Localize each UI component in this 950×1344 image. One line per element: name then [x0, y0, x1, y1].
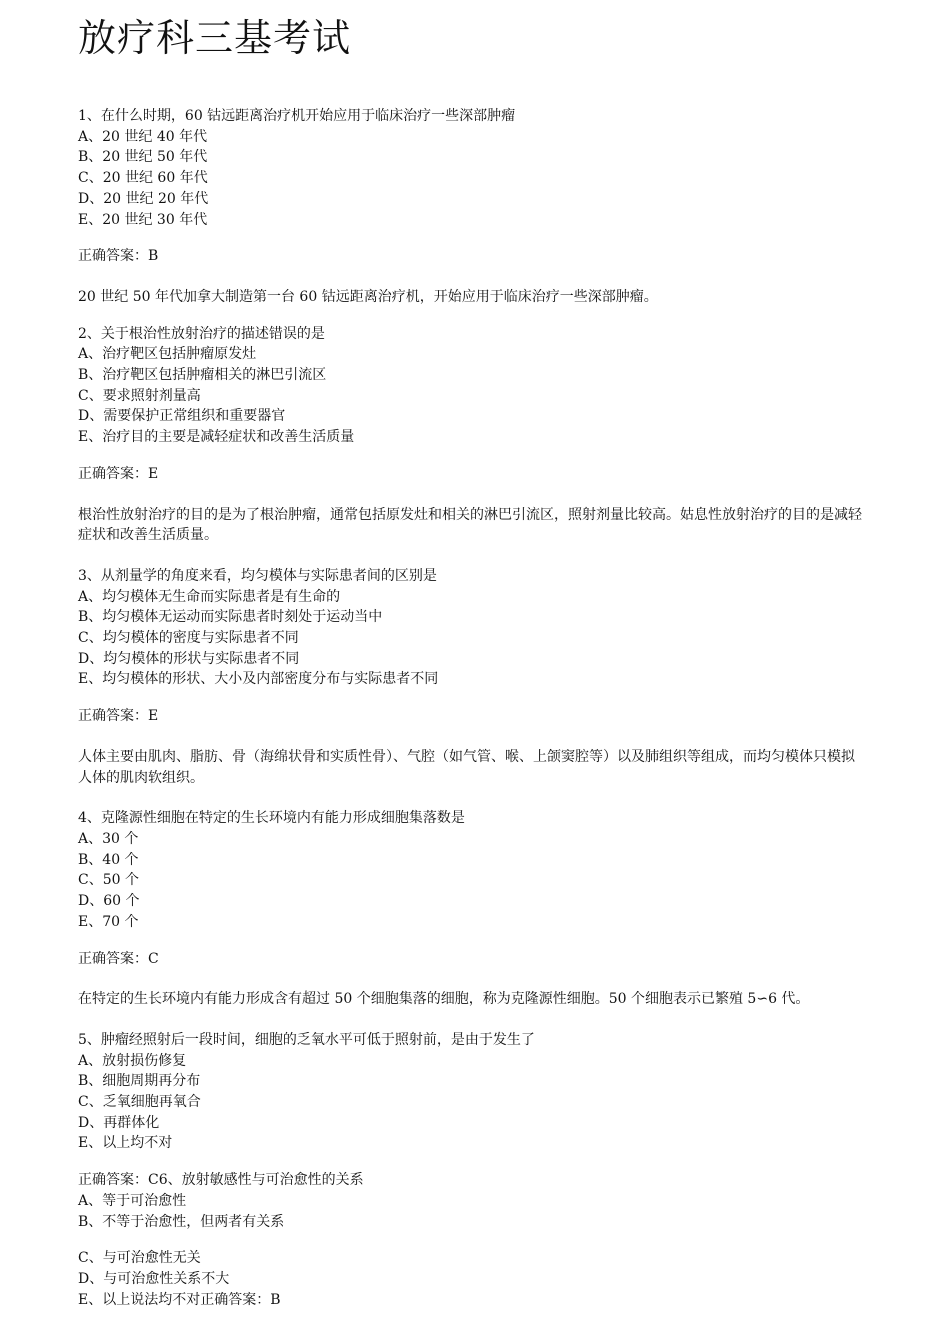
correct-answer: 正确答案：E — [78, 708, 159, 725]
option-a: A、放射损伤修复 — [78, 1052, 187, 1069]
question-stem: 4、克隆源性细胞在特定的生长环境内有能力形成细胞集落数是 — [78, 810, 465, 827]
correct-answer: 正确答案：C — [78, 950, 159, 967]
question-4 — [78, 808, 868, 1030]
option-e: E、以上均不对 — [78, 1135, 173, 1152]
option-b: B、治疗靶区包括肿瘤相关的淋巴引流区 — [78, 367, 327, 384]
question-3 — [78, 566, 868, 808]
option-c: C、20 世纪 60 年代 — [78, 170, 208, 187]
option-b: B、40 个 — [78, 851, 139, 868]
document-page — [78, 14, 868, 1310]
explanation: 20 世纪 50 年代加拿大制造第一台 60 钴远距离治疗机，开始应用于临床治疗一些深部肿瘤。 — [78, 288, 658, 305]
question-5 — [78, 1030, 868, 1170]
option-b: B、不等于治愈性，但两者有关系 — [78, 1213, 285, 1230]
option-c: C、要求照射剂量高 — [78, 387, 201, 404]
option-a: A、均匀模体无生命而实际患者是有生命的 — [78, 588, 341, 605]
option-b: B、均匀模体无运动而实际患者时刻处于运动当中 — [78, 609, 383, 626]
explanation: 在特定的生长环境内有能力形成含有超过 50 个细胞集落的细胞，称为克隆源性细胞。50 个细胞表示已繁殖 5∽6 代。 — [78, 991, 810, 1008]
answer-and-next-stem: 正确答案：C6、放射敏感性与可治愈性的关系 — [78, 1172, 364, 1189]
question-stem: 3、从剂量学的角度来看，均匀模体与实际患者间的区别是 — [78, 567, 437, 584]
question-stem: 2、关于根治性放射治疗的描述错误的是 — [78, 325, 325, 342]
option-d: D、需要保护正常组织和重要器官 — [78, 408, 286, 425]
option-a: A、等于可治愈性 — [78, 1192, 187, 1209]
correct-answer: 正确答案：B — [78, 248, 159, 265]
option-c: C、乏氧细胞再氧合 — [78, 1094, 201, 1111]
option-c: C、均匀模体的密度与实际患者不同 — [78, 630, 299, 647]
option-d: D、20 世纪 20 年代 — [78, 190, 209, 207]
question-stem: 1、在什么时期，60 钴远距离治疗机开始应用于临床治疗一些深部肿瘤 — [78, 108, 516, 124]
option-d: D、60 个 — [78, 893, 140, 910]
option-c: C、50 个 — [78, 872, 139, 889]
question-1 — [78, 106, 868, 324]
option-e: E、70 个 — [78, 913, 139, 930]
option-e: E、均匀模体的形状、大小及内部密度分布与实际患者不同 — [78, 671, 439, 688]
option-a: A、30 个 — [78, 830, 139, 847]
option-b: B、细胞周期再分布 — [78, 1073, 201, 1090]
option-d: D、与可治愈性关系不大 — [78, 1270, 230, 1287]
option-d: D、均匀模体的形状与实际患者不同 — [78, 650, 300, 667]
option-d: D、再群体化 — [78, 1114, 160, 1131]
question-6 — [78, 1170, 868, 1310]
option-b: B、20 世纪 50 年代 — [78, 149, 208, 166]
page-title: 放疗科三基考试 — [78, 16, 352, 60]
option-e: E、治疗目的主要是减轻症状和改善生活质量 — [78, 429, 355, 446]
option-e: E、20 世纪 30 年代 — [78, 211, 208, 228]
explanation: 根治性放射治疗的目的是为了根治肿瘤，通常包括原发灶和相关的淋巴引流区，照射剂量比较高。姑息性放射治疗的目的是减轻症状和改善生活质量。 — [78, 506, 862, 544]
option-c: C、与可治愈性无关 — [78, 1250, 201, 1267]
correct-answer: 正确答案：E — [78, 465, 159, 482]
option-e-with-answer: E、以上说法均不对正确答案：B — [78, 1291, 281, 1308]
option-a: A、治疗靶区包括肿瘤原发灶 — [78, 346, 257, 363]
option-a: A、20 世纪 40 年代 — [78, 128, 208, 145]
question-stem: 5、肿瘤经照射后一段时间，细胞的乏氧水平可低于照射前，是由于发生了 — [78, 1031, 535, 1048]
explanation: 人体主要由肌肉、脂肪、骨（海绵状骨和实质性骨）、气腔（如气管、喉、上颌窦腔等）以及肺组织等组成，而均匀模体只模拟人体的肌肉软组织。 — [78, 748, 855, 786]
question-2 — [78, 324, 868, 566]
